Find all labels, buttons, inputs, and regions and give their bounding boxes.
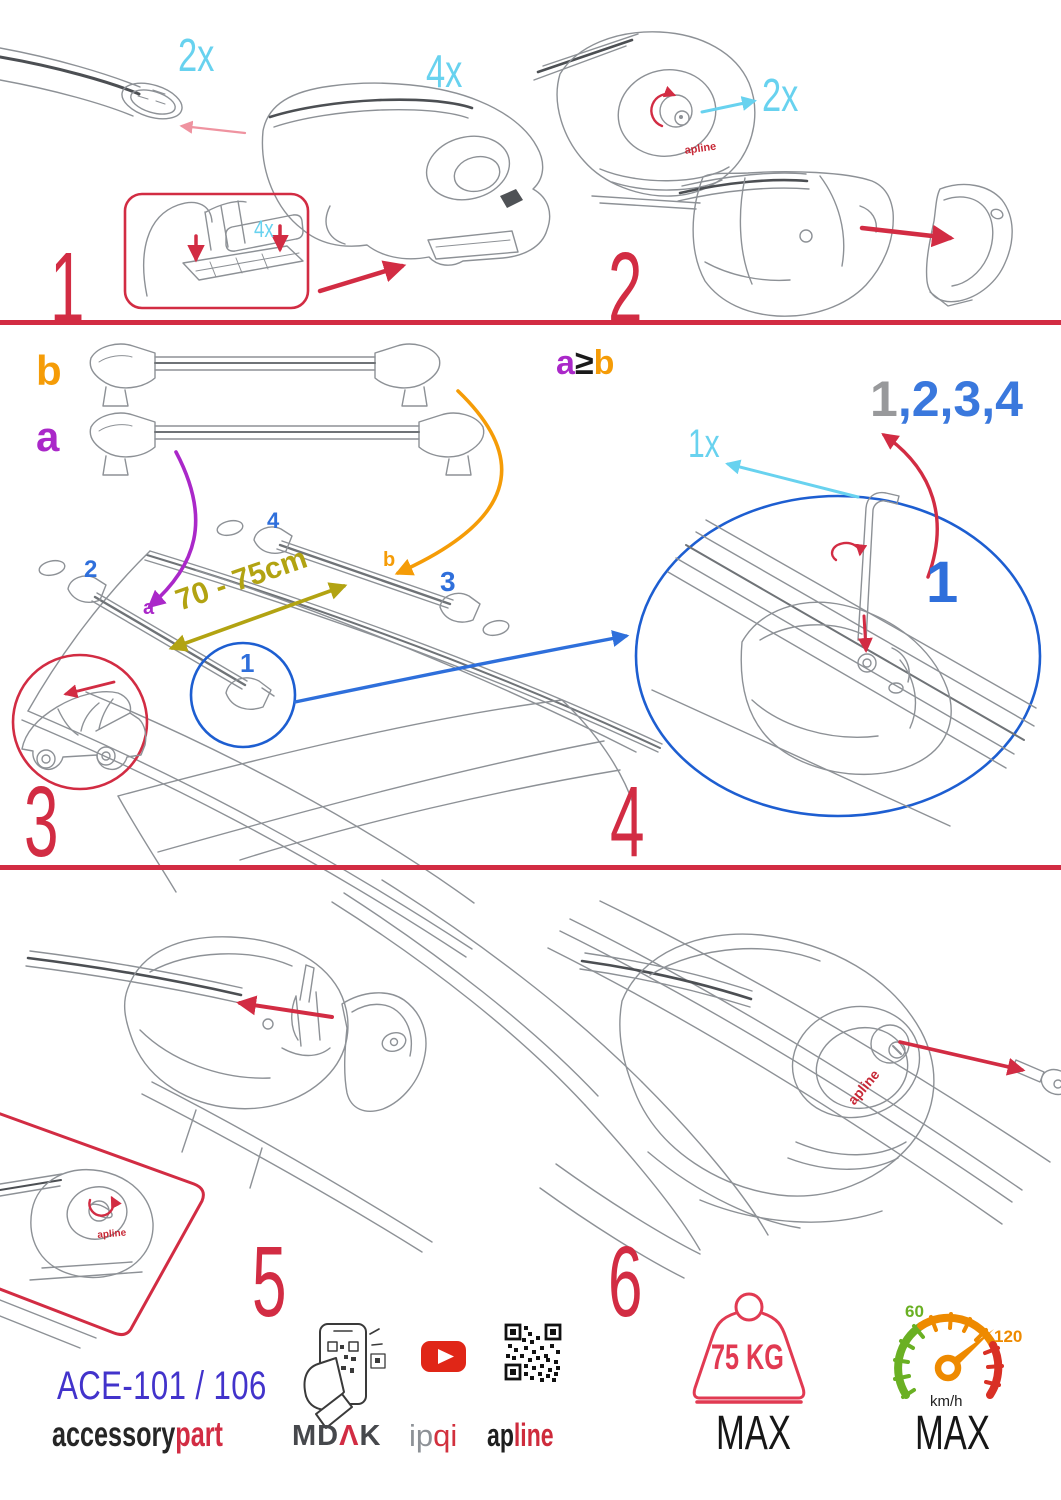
bar-b-illustration xyxy=(90,344,440,406)
bar-a-illustration xyxy=(90,413,484,475)
arrow-inset-to-foot xyxy=(320,266,402,291)
arrow-allen-qty xyxy=(728,464,858,497)
roof-position-3: 3 xyxy=(440,566,456,597)
youtube-icon xyxy=(421,1341,466,1372)
roof-position-b: b xyxy=(383,549,396,571)
ipqi-gray: ip xyxy=(409,1418,434,1453)
condition-operator: ≥ xyxy=(574,344,594,382)
accessorypart-black: accessory xyxy=(52,1415,176,1454)
accessorypart-logo xyxy=(52,1417,223,1452)
bar-b-label: b xyxy=(36,347,62,394)
foot-lock-illustration xyxy=(534,32,755,209)
accessorypart-red: part xyxy=(175,1415,223,1454)
detail-position-1: 1 xyxy=(240,648,255,678)
key-press-arrow xyxy=(864,616,866,650)
max-weight-label: MAX xyxy=(716,1407,791,1460)
condition-a: a xyxy=(556,344,575,382)
foot-quantity-label: 4x xyxy=(426,45,463,97)
apline-red: line xyxy=(513,1417,554,1453)
roof-position-4: 4 xyxy=(267,508,280,533)
section-divider-2 xyxy=(0,865,1061,870)
max-weight-value: 75 KG xyxy=(711,1338,784,1377)
foot-illustration xyxy=(262,83,549,265)
brand-mark-foot6: apline xyxy=(844,1066,883,1108)
sequence-rest: ,2,3,4 xyxy=(897,371,1023,427)
arrow-bar-b-position xyxy=(398,391,502,573)
mdak-logo xyxy=(292,1422,381,1451)
step4-art xyxy=(295,435,1040,826)
brand-mark-foot5: apline xyxy=(96,1227,127,1241)
mdak-lambda: Λ xyxy=(339,1420,360,1452)
mdak-md: MD xyxy=(292,1420,340,1452)
speed-unit-label: km/h xyxy=(930,1393,963,1410)
distance-label: 70 - 75cm xyxy=(171,541,312,618)
sequence-label xyxy=(870,371,1023,427)
brand-mark-foot2: apline xyxy=(683,140,718,157)
pad-inset xyxy=(125,194,308,308)
step5-number: 5 xyxy=(252,1226,287,1338)
key-illustration xyxy=(1012,1060,1061,1099)
bar-quantity-label: 2x xyxy=(178,29,215,81)
speedometer-icon xyxy=(895,1314,1002,1397)
crossbar-illustration xyxy=(0,48,186,125)
ipqi-red: qi xyxy=(433,1418,458,1453)
ipqi-logo xyxy=(409,1420,457,1451)
lock-quantity-label: 2x xyxy=(762,69,799,121)
arrow-lock-qty xyxy=(702,101,754,112)
foot-endcap-illustration xyxy=(678,172,1012,317)
roof-illustration xyxy=(22,518,662,957)
zoom-link-line xyxy=(295,636,626,702)
lock-inset xyxy=(0,1108,203,1348)
step3-number: 3 xyxy=(24,766,59,878)
speed-high-label: 120 xyxy=(994,1327,1023,1346)
max-speed-label: MAX xyxy=(915,1407,990,1460)
model-number: ACE-101 / 106 xyxy=(57,1364,267,1408)
bar-a-label: a xyxy=(36,413,60,460)
roof-position-2: 2 xyxy=(84,556,98,583)
lock-turn-arrow xyxy=(651,94,674,126)
step6-art xyxy=(540,901,1061,1278)
condition-b: b xyxy=(593,344,615,382)
arrow-lock-to-key xyxy=(900,1042,1022,1070)
roof-position-a: a xyxy=(143,597,155,619)
phone-scan-icon xyxy=(305,1324,386,1428)
step2-number: 2 xyxy=(608,232,643,344)
arrow-bar-insert xyxy=(182,126,245,133)
apline-dark: ap xyxy=(487,1417,514,1453)
qr-code-icon xyxy=(506,1325,560,1382)
condition-label xyxy=(556,346,614,380)
arrow-cap-slide xyxy=(862,228,950,238)
repeat-position-1: 1 xyxy=(926,550,959,615)
speed-low-label: 60 xyxy=(905,1302,924,1321)
allen-key-quantity-label: 1x xyxy=(688,422,720,466)
section-divider-1 xyxy=(0,320,1061,325)
sequence-first: 1 xyxy=(870,371,898,427)
apline-logo xyxy=(487,1419,554,1451)
step6-number: 6 xyxy=(608,1226,643,1338)
step5-art xyxy=(0,880,768,1348)
step1-number: 1 xyxy=(50,232,85,344)
step4-number: 4 xyxy=(610,766,645,878)
mdak-k: K xyxy=(359,1420,382,1452)
pad-quantity-label: 4x xyxy=(254,216,274,243)
